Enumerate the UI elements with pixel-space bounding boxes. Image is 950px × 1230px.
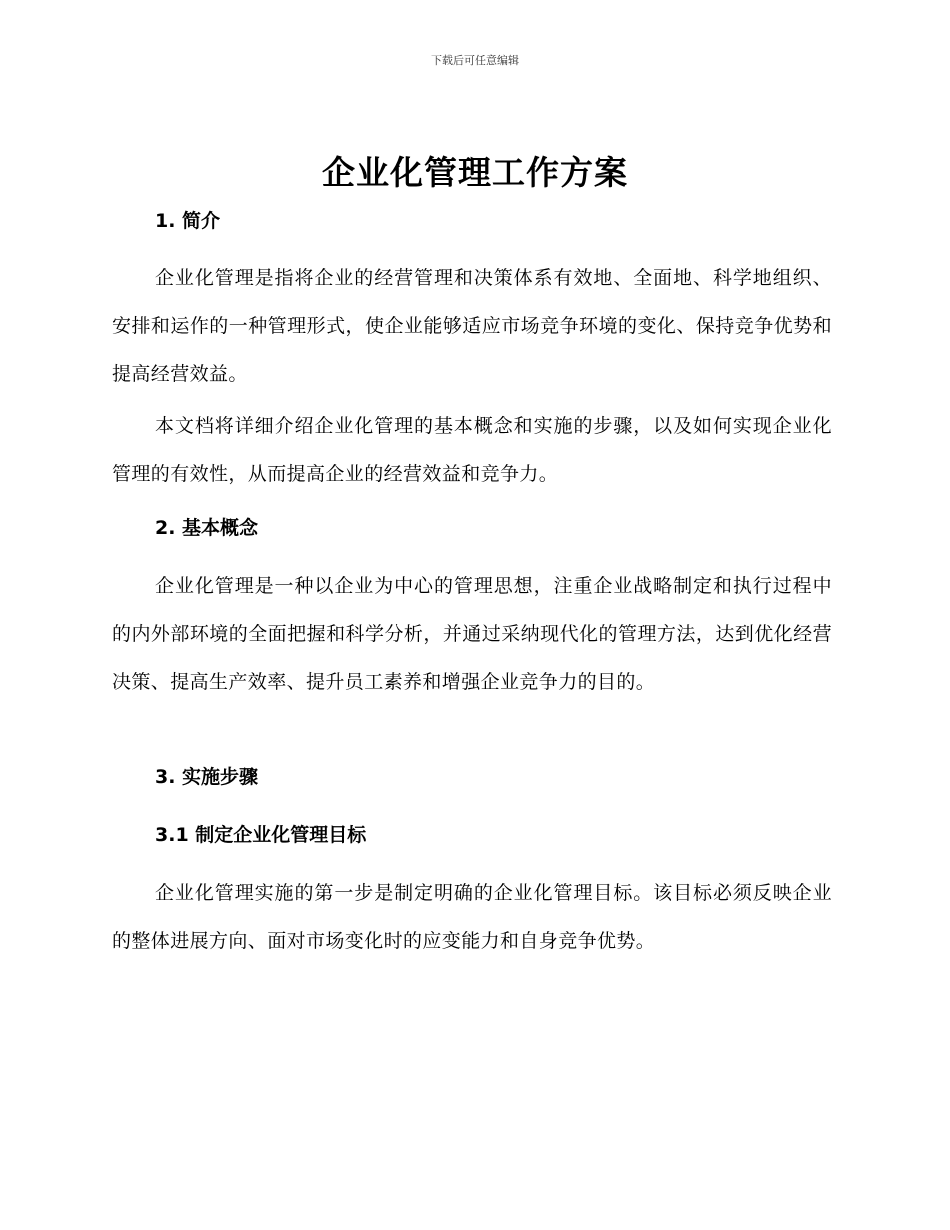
paragraph-basic-concepts: 企业化管理是一种以企业为中心的管理思想，注重企业战略制定和执行过程中的内外部环境的全面把握和科学分析，并通过采纳现代化的管理方法，达到优化经营决策、提高生产效率、提升员工素养和增强企业竞争力的目的。 — [112, 575, 832, 693]
paragraph-introduction-2: 本文档将详细介绍企业化管理的基本概念和实施的步骤，以及如何实现企业化管理的有效性，从而提高企业的经营效益和竞争力。 — [112, 415, 832, 485]
section-heading-introduction: 1. 简介 — [155, 210, 221, 232]
paragraph-set-goals: 企业化管理实施的第一步是制定明确的企业化管理目标。该目标必须反映企业的整体进展方向、面对市场变化时的应变能力和自身竞争优势。 — [112, 882, 832, 952]
subsection-heading-set-goals: 3.1 制定企业化管理目标 — [155, 824, 367, 846]
document-title: 企业化管理工作方案 — [322, 153, 628, 192]
section-heading-implementation-steps: 3. 实施步骤 — [155, 766, 259, 788]
header-note: 下载后可任意编辑 — [431, 54, 519, 67]
section-heading-basic-concepts: 2. 基本概念 — [155, 517, 259, 539]
paragraph-introduction-1: 企业化管理是指将企业的经营管理和决策体系有效地、全面地、科学地组织、安排和运作的一种管理形式，使企业能够适应市场竞争环境的变化、保持竞争优势和提高经营效益。 — [112, 267, 832, 385]
